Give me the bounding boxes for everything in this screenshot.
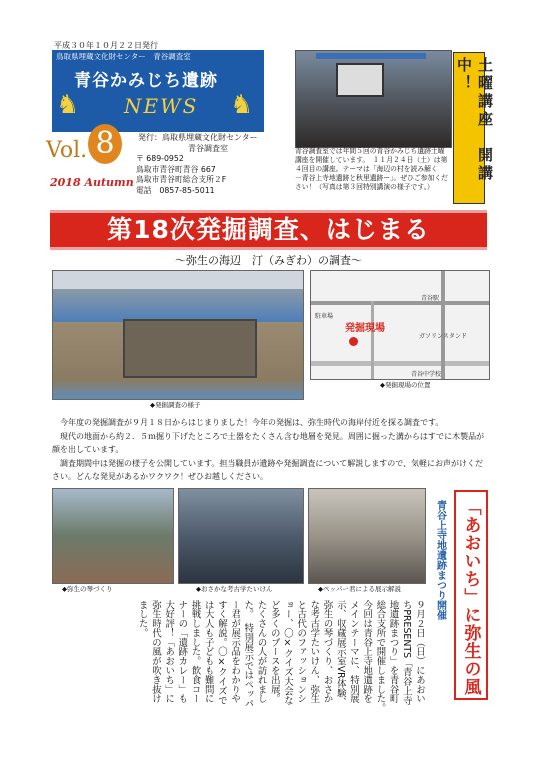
- aoichi-title: 「あおいち」に弥生の風: [454, 490, 488, 700]
- map-caption: ◆発掘現場の位置: [380, 381, 431, 389]
- deer-icon: ♞: [230, 90, 254, 120]
- article-body: 今年度の発掘調査が９月１８日からはじまりました！今年の発掘は、弥生時代の海岸付近を探る調査です。 現代の地面から約２．５ｍ掘り下げたところで土器をたくさん含む地層を発見。周囲に掘った溝からはすでに木製品が顔を出しています。 調査期間中は発掘の様子を公開しています。担当職員が遺跡や発掘調査について解説しますので、気軽にお声がけください。どんな発見があるかワクワク！ぜひお越しください。: [52, 418, 485, 481]
- headline-subtitle: ～弥生の海辺 汀（みぎわ）の調査～: [175, 254, 362, 267]
- map-gas-label: ガソリンスタンド: [419, 333, 467, 340]
- headline-band: [50, 210, 487, 250]
- map-site-marker: [349, 337, 358, 346]
- lecture-text: 青谷調査室では年間５回の青谷かみじち遺跡土曜講座を開催しています。 １１月２４日（土）は第４回目の講座。テーマは「海辺の村を読み解く －青谷上寺地遺跡と秋里遺跡ー」。ぜひご参加ください！（写真は第３回特別講演の様子です。）: [295, 147, 448, 191]
- headline: 第18次発掘調査、はじまる: [107, 215, 430, 244]
- volume-number: 8: [88, 124, 122, 164]
- excavation-photo: [52, 270, 304, 400]
- event-caption-koto: ◆弥生の琴づくり: [62, 585, 113, 593]
- event-photo-koto: [52, 488, 174, 584]
- event-photo-pepper: [308, 488, 426, 584]
- masthead-news: NEWS: [124, 94, 199, 118]
- photo-caption: ◆発掘調査の様子: [150, 401, 201, 409]
- map-site-label: 発掘現場: [345, 323, 385, 334]
- aoichi-text: ９月２日（日）にあおいちPRESENTS「青谷上寺地遺跡まつり」を青谷町総合支所で開催しました。 今回は青谷上寺地遺跡をメインテーマに、特別展示、収蔵展示室VR体験、弥生の琴づくり、おさかな考古学たいけん、弥生と古代のファッションショー、〇×クイズ大会など多くのブースを出展。たくさんの人が訪れました。 特別展示ではペッパー君が展示品をわかりやすく解説。〇×クイズでは大人も子どもも難問に挑戦しました。飲食コーナーの「遺跡カレー」も大好評！「あおいち」に弥生時代の風が吹き抜けました。: [136, 600, 425, 718]
- lecture-photo: [295, 50, 452, 148]
- masthead-org: 鳥取県埋蔵文化財センター 青谷調査室: [56, 52, 191, 61]
- masthead-title: 青谷かみじち遺跡: [74, 71, 218, 91]
- deer-icon: ♞: [56, 90, 80, 120]
- event-caption-fish: ◆おさかな考古学たいけん: [196, 585, 273, 593]
- map-station-label: 青谷駅: [421, 295, 440, 302]
- map-school-label: 青谷中学校: [411, 371, 442, 378]
- issue-date: 平成３０年１０月２２日発行: [54, 41, 158, 50]
- event-photo-fish: [178, 488, 304, 584]
- site-map: [310, 270, 490, 380]
- event-caption-pepper: ◆ペッパー君による展示解説: [318, 585, 401, 593]
- publisher: 発行：鳥取県埋蔵文化財センター 青谷調査室: [138, 133, 258, 153]
- lecture-banner: 土曜講座 開講中！: [453, 52, 485, 204]
- address-block: 〒 689-0952 鳥取市青谷町青谷 667 鳥取市青谷町総合支所２F 電話 0857-85-5011: [136, 154, 227, 195]
- masthead: [52, 50, 264, 132]
- map-parking-label: 駐車場: [315, 313, 334, 320]
- season-label: 2018 Autumn: [50, 176, 134, 189]
- volume-label: Vol.: [46, 138, 88, 163]
- aoichi-subtitle: 青谷上寺地遺跡まつり開催: [434, 500, 446, 620]
